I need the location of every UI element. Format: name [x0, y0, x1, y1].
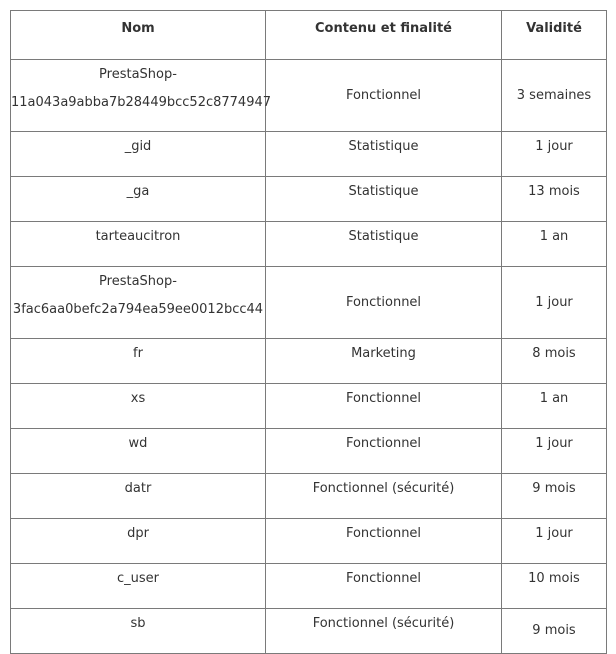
table-row — [11, 429, 607, 474]
cookie-validity: 1 jour — [502, 132, 607, 177]
cookie-validity: 8 mois — [502, 339, 607, 384]
cookie-name: tarteaucitron — [11, 222, 266, 267]
table-row — [11, 384, 607, 429]
table-row — [11, 519, 607, 564]
cookie-name: wd — [11, 429, 266, 474]
cookie-validity: 1 jour — [502, 519, 607, 564]
cookie-validity: 1 jour — [502, 429, 607, 474]
cookie-name: dpr — [11, 519, 266, 564]
cookie-purpose: Fonctionnel — [266, 564, 502, 609]
cookie-name-line: 3fac6aa0befc2a794ea59ee0012bcc44 — [12, 302, 264, 317]
cookie-validity: 1 jour — [502, 267, 607, 339]
cookie-name: sb — [11, 609, 266, 654]
cookie-name: _gid — [11, 132, 266, 177]
table-row — [11, 222, 607, 267]
cookie-name-line: PrestaShop- — [99, 274, 177, 289]
header-validity: Validité — [502, 11, 607, 60]
cookie-validity: 13 mois — [502, 177, 607, 222]
cookie-name: _ga — [11, 177, 266, 222]
table-row — [11, 267, 607, 339]
cookie-validity: 3 semaines — [502, 60, 607, 132]
header-purpose: Contenu et finalité — [266, 11, 502, 60]
table-row — [11, 609, 607, 654]
cookie-purpose: Statistique — [266, 132, 502, 177]
table-row — [11, 177, 607, 222]
cookie-name — [11, 267, 266, 339]
table-row — [11, 339, 607, 384]
cookie-purpose: Fonctionnel (sécurité) — [266, 609, 502, 654]
table-row — [11, 132, 607, 177]
cookie-name: fr — [11, 339, 266, 384]
table-header-row — [11, 11, 607, 60]
table-row — [11, 60, 607, 132]
cookie-name-line: 11a043a9abba7b28449bcc52c8774947 — [11, 95, 272, 110]
cookie-purpose: Fonctionnel — [266, 429, 502, 474]
cookie-purpose: Marketing — [266, 339, 502, 384]
header-name: Nom — [11, 11, 266, 60]
table-row — [11, 474, 607, 519]
table-row — [11, 564, 607, 609]
cookie-table — [10, 10, 607, 654]
cookie-validity: 9 mois — [502, 609, 607, 654]
cookie-validity: 1 an — [502, 384, 607, 429]
cookie-purpose: Fonctionnel — [266, 384, 502, 429]
cookie-purpose: Fonctionnel — [266, 267, 502, 339]
cookie-purpose: Statistique — [266, 222, 502, 267]
cookie-purpose: Fonctionnel — [266, 519, 502, 564]
cookie-validity: 9 mois — [502, 474, 607, 519]
cookie-name-line: PrestaShop- — [99, 67, 177, 82]
cookie-name: datr — [11, 474, 266, 519]
cookie-purpose: Statistique — [266, 177, 502, 222]
cookie-validity: 1 an — [502, 222, 607, 267]
cookie-name: xs — [11, 384, 266, 429]
cookie-validity: 10 mois — [502, 564, 607, 609]
cookie-purpose: Fonctionnel — [266, 60, 502, 132]
cookie-name — [11, 60, 272, 132]
cookie-name: c_user — [11, 564, 266, 609]
cookie-purpose: Fonctionnel (sécurité) — [266, 474, 502, 519]
